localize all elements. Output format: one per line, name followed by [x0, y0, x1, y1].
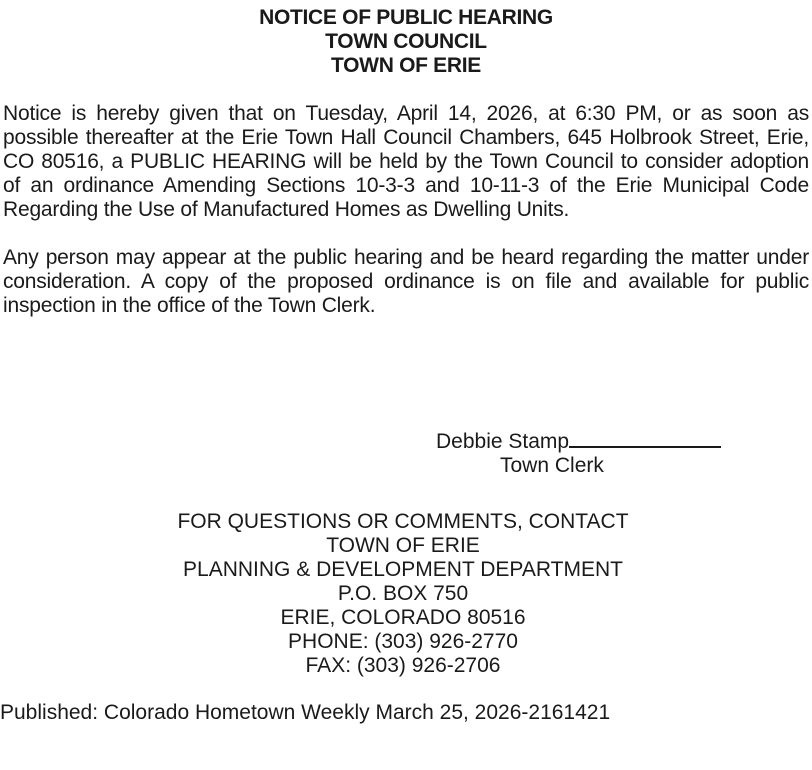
contact-block — [0, 510, 806, 678]
notice-title: NOTICE OF PUBLIC HEARING — [259, 6, 553, 29]
signer-name: Debbie Stamp — [436, 430, 570, 453]
notice-municipality: TOWN OF ERIE — [330, 54, 481, 77]
contact-phone: PHONE: (303) 926-2770 — [288, 630, 518, 653]
public-notice — [3, 6, 809, 318]
contact-fax: FAX: (303) 926-2706 — [305, 654, 501, 677]
notice-body-name: TOWN COUNCIL — [325, 30, 487, 53]
signature-block — [436, 430, 766, 478]
notice-paragraph-inspection: Any person may appear at the public hearing and be heard regarding the matter under consideration. A copy of the proposed ordinance is on file and available for public inspection in the office of the Town Clerk. — [3, 246, 809, 317]
publication-line: Published: Colorado Hometown Weekly March 25, 2026-2161421 — [0, 701, 611, 724]
contact-department: PLANNING & DEVELOPMENT DEPARTMENT — [183, 558, 623, 581]
contact-city-state-zip: ERIE, COLORADO 80516 — [280, 606, 526, 629]
signer-title: Town Clerk — [500, 454, 604, 477]
notice-paragraph-hearing: Notice is hereby given that on Tuesday, April 14, 2026, at 6:30 PM, or as soon as possible thereafter at the Erie Town Hall Council Chambers, 645 Holbrook Street, Erie, CO 80516, a PUBLIC HEARING will be held by the Town Council to consider adoption of an ordinance Amending Sections 10-3-3 and 10-11-3 of the Erie Municipal Code Regarding the Use of Manufactured Homes as Dwelling Units. — [3, 102, 809, 221]
contact-intro: FOR QUESTIONS OR COMMENTS, CONTACT — [177, 510, 629, 533]
contact-po-box: P.O. BOX 750 — [337, 582, 469, 605]
contact-organization: TOWN OF ERIE — [326, 534, 480, 557]
signature-underline — [569, 445, 721, 448]
notice-header — [3, 6, 809, 78]
signature-line — [436, 430, 766, 454]
